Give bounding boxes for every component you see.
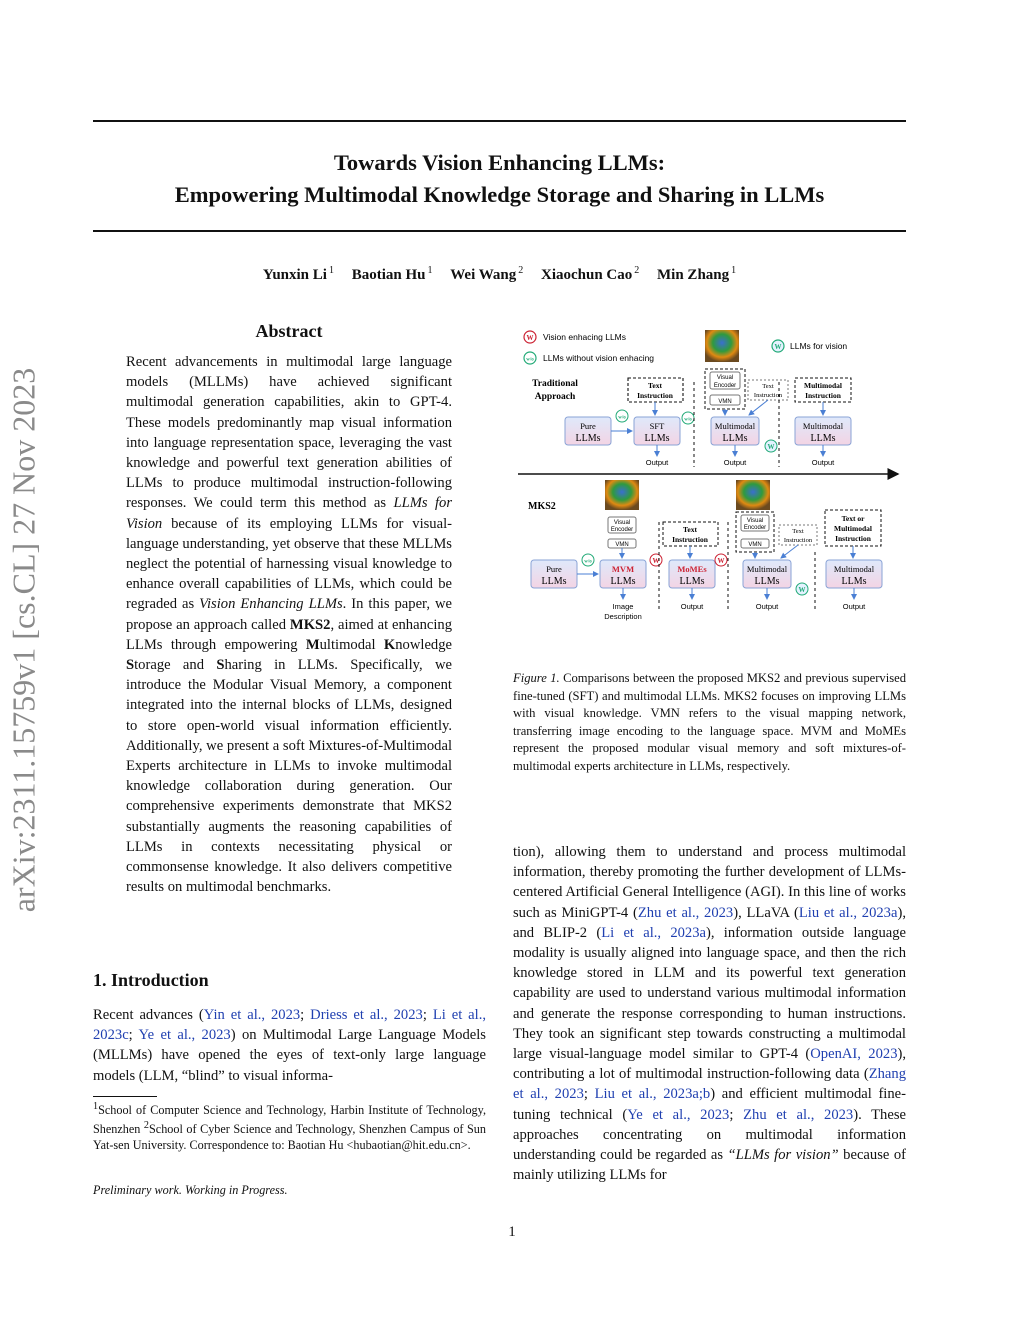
citation-link[interactable]: Ye et al., 2023	[627, 1106, 730, 1123]
svg-text:Multimodal: Multimodal	[714, 421, 756, 431]
svg-text:LLMs: LLMs	[810, 433, 836, 444]
legend-llms-for-vision	[772, 340, 847, 352]
svg-text:LLMs: LLMs	[679, 576, 705, 587]
svg-text:Text: Text	[683, 525, 697, 534]
svg-text:Vision enhacing LLMs: Vision enhacing LLMs	[543, 332, 627, 342]
label-traditional: Traditional	[532, 379, 578, 389]
svg-text:Multimodal: Multimodal	[746, 564, 788, 574]
badge-w	[765, 440, 777, 452]
title-line-2: Empowering Multimodal Knowledge Storage and Sharing in LLMs	[174, 182, 825, 207]
svg-text:Encoder: Encoder	[743, 525, 767, 531]
author: Xiaochun Cao $^2$	[540, 265, 640, 283]
svg-text:Text: Text	[792, 528, 804, 535]
parrot-image-icon	[705, 330, 739, 362]
output-label: Output	[723, 458, 747, 467]
pure-llms-box	[565, 417, 611, 445]
svg-text:LLMs: LLMs	[541, 576, 567, 587]
svg-text:Multimodal: Multimodal	[802, 421, 844, 431]
output-label: Output	[755, 602, 779, 611]
svg-text:w/o: w/o	[584, 559, 592, 565]
legend-without-vision	[524, 352, 654, 364]
mvm-llms-box	[600, 560, 646, 588]
affiliation-footnote: $^1$School of Computer Science and Technology, Harbin Institute of Technology, Shenzhen $^2$School of Cyber Science and Technology, Shenzhen Campus of Sun Yat-sen University. Correspondence to: Baotian Hu <hubaotian@hit.edu.cn>.	[93, 1101, 486, 1153]
text-instruction-box-2	[779, 525, 817, 545]
citation-link[interactable]: Zhu et al., 2023	[637, 904, 734, 921]
figure-caption: Figure 1. Comparisons between the proposed MKS2 and previous supervised fine-tuned (SFT) and multimodal LLMs. MKS2 focuses on improving LLMs with visual knowledge. VMN refers to the visual mapping network, transferring image encoding to the language space. MVM and MoMEs represent the proposed modular visual memory and soft mixtures-of-multimodal experts architecture in LLMs, respectively.	[513, 671, 906, 773]
multimodal-llms-box	[711, 417, 759, 445]
visual-encoder-block	[608, 517, 636, 548]
svg-text:Visual: Visual	[613, 520, 631, 526]
multimodal-instruction-box	[825, 510, 881, 546]
parrot-image-icon	[605, 480, 639, 510]
svg-text:Text: Text	[762, 383, 774, 390]
citation-link[interactable]: Li et al., 2023c	[93, 1007, 487, 1044]
svg-text:Visual: Visual	[746, 518, 764, 524]
svg-text:Instruction: Instruction	[835, 534, 871, 543]
text-instruction-box	[663, 522, 718, 546]
page-number: 1	[508, 1224, 516, 1240]
label-mks2: MKS2	[528, 501, 556, 512]
title-line-1: Towards Vision Enhancing LLMs:	[333, 150, 666, 175]
svg-text:W: W	[526, 334, 534, 342]
sft-llms-box	[634, 417, 680, 445]
svg-text:W: W	[767, 443, 775, 451]
legend-vision-enhancing	[524, 331, 626, 343]
svg-text:LLMs: LLMs	[644, 433, 670, 444]
top-rule	[93, 120, 906, 122]
svg-text:Multimodal: Multimodal	[833, 564, 875, 574]
output-label: Output	[645, 458, 669, 467]
badge-w	[796, 583, 808, 595]
svg-text:w/o: w/o	[684, 417, 692, 423]
svg-text:VMN: VMN	[718, 399, 732, 405]
citation-link[interactable]: Zhu et al., 2023	[743, 1106, 854, 1123]
svg-text:Text: Text	[648, 381, 662, 390]
svg-text:w/o: w/o	[526, 357, 534, 363]
multimodal-instruction-box	[795, 378, 851, 402]
svg-text:Multimodal: Multimodal	[804, 381, 842, 390]
svg-text:w/o: w/o	[618, 415, 626, 421]
visual-encoder-block	[705, 369, 745, 409]
figure-1-diagram	[513, 322, 906, 627]
footnote-rule	[93, 1096, 157, 1097]
svg-text:LLMs: LLMs	[575, 433, 601, 444]
svg-text:MVM: MVM	[611, 564, 635, 574]
author: Baotian Hu $^1$	[351, 265, 433, 283]
svg-text:Instruction: Instruction	[637, 391, 673, 400]
svg-text:Multimodal: Multimodal	[834, 524, 872, 533]
pure-llms-box	[531, 560, 577, 588]
svg-text:SFT: SFT	[649, 421, 665, 431]
svg-text:W: W	[652, 557, 660, 565]
author-list	[93, 265, 906, 284]
citation-link[interactable]: Yin et al., 2023	[203, 1007, 301, 1023]
title-bottom-rule	[93, 230, 906, 232]
momes-llms-box	[669, 560, 715, 588]
svg-text:LLMs: LLMs	[610, 576, 636, 587]
introduction-body: Recent advances (Yin et al., 2023; Driess et al., 2023; Li et al., 2023c; Ye et al., 2023) on Multimodal Large Language Models (MLLMs) have opened the eyes of text-only large language models (LLM, “blind” to visual informa-	[93, 1007, 487, 1084]
svg-text:Instruction: Instruction	[783, 537, 813, 544]
abstract-heading: Abstract	[255, 321, 323, 341]
svg-text:W: W	[774, 343, 782, 351]
svg-text:LLMs: LLMs	[722, 433, 748, 444]
badge-wo	[616, 410, 628, 422]
image-label: Image	[612, 602, 634, 611]
badge-w	[715, 554, 727, 566]
parrot-image-icon	[736, 480, 770, 510]
citation-link[interactable]: Liu et al., 2023a;b	[594, 1086, 711, 1103]
citation-link[interactable]: Li et al., 2023a	[601, 924, 706, 941]
badge-wo	[582, 554, 594, 566]
visual-encoder-block	[736, 512, 774, 552]
citation-link[interactable]: Zhang et al., 2023	[513, 1066, 906, 1103]
svg-text:Instruction: Instruction	[753, 392, 783, 399]
svg-text:Instruction: Instruction	[805, 391, 841, 400]
preliminary-note: Preliminary work. Working in Progress.	[93, 1183, 288, 1197]
paper-title	[93, 147, 906, 211]
svg-text:Text or: Text or	[841, 514, 865, 523]
output-label: Output	[842, 602, 866, 611]
svg-text:W: W	[798, 586, 806, 594]
abstract-body: Recent advancements in multimodal large language models (MLLMs) have achieved significant multimodal generation capabilities, akin to GPT-4. These models predominantly map visual information into language representation space, leveraging the vast knowledge and powerful text generation abilities of LLMs to produce multimodal instruction-following responses. We could term this method as LLMs for Vision because of its employing LLMs for visual-language understanding, yet observe that these MLLMs neglect the potential of harnessing visual knowledge to enhance overall capabilities of LLMs, which could be regraded as Vision Enhancing LLMs. In this paper, we propose an approach called MKS2, aimed at enhancing LLMs through empowering Multimodal Knowledge Storage and Sharing in LLMs. Specifically, we introduce the Modular Visual Memory, a component integrated into the internal blocks of LLMs, designed to store open-world visual information efficiently. Additionally, we present a soft Mixtures-of-Multimodal Experts architecture in LLMs to invoke multimodal knowledge collaboration during generation. Our comprehensive experiments demonstrate that MKS2 substantially augments the reasoning capabilities of LLMs in contexts necessitating physical or commonsense knowledge. It also delivers competitive results on multimodal benchmarks.	[126, 354, 453, 896]
text-instruction-box-2	[748, 380, 788, 400]
introduction-body-continued: tion), allowing them to understand and process multimodal information, thereby promoting the further development of LLMs-centered Artificial General Intelligence (AGI). In this line of works such as MiniGPT-4 (Zhu et al., 2023), LLaVA (Liu et al., 2023a), and BLIP-2 (Li et al., 2023a), information outside language modality is usually aligned into language space, and then the rich knowledge stored in LLM and its powerful text generation capability are used to understand various multimodal information and generate the response corresponding to human instructions. They took an significant step towards constructing a multimodal large visual-language model similar to GPT-4 (OpenAI, 2023), contributing a lot of multimodal instruction-following data (Zhang et al., 2023; Liu et al., 2023a;b) and efficient multimodal fine-tuning technical (Ye et al., 2023; Zhu et al., 2023). These approaches concentrating on multimodal information understanding could be regarded as “LLMs for vision” because of mainly utilizing LLMs for	[513, 844, 907, 1184]
svg-text:Encoder: Encoder	[713, 383, 737, 389]
citation-link[interactable]: OpenAI, 2023	[810, 1046, 898, 1063]
svg-text:VMN: VMN	[748, 542, 762, 548]
multimodal-llms-box-2	[826, 560, 882, 588]
svg-text:Visual: Visual	[716, 375, 734, 381]
section-heading-introduction: 1. Introduction	[93, 970, 209, 990]
svg-text:W: W	[717, 557, 725, 565]
output-label: Output	[811, 458, 835, 467]
svg-text:Instruction: Instruction	[672, 535, 708, 544]
description-label: Description	[604, 612, 642, 621]
citation-link[interactable]: Liu et al., 2023a	[798, 904, 898, 921]
badge-wo	[682, 412, 694, 424]
svg-text:LLMs for vision: LLMs for vision	[790, 341, 848, 351]
text-instruction-box	[628, 378, 683, 402]
author: Yunxin Li $^1$	[262, 265, 334, 283]
svg-text:VMN: VMN	[615, 542, 629, 548]
badge-w	[650, 554, 662, 566]
svg-text:Encoder: Encoder	[610, 527, 634, 533]
author: Wei Wang $^2$	[450, 265, 524, 283]
svg-text:LLMs: LLMs	[841, 576, 867, 587]
label-approach: Approach	[534, 392, 576, 402]
svg-text:LLMs: LLMs	[754, 576, 780, 587]
multimodal-llms-box	[743, 560, 791, 588]
svg-text:Pure: Pure	[580, 421, 596, 431]
multimodal-llms-box-2	[795, 417, 851, 445]
citation-link[interactable]: Ye et al., 2023	[138, 1027, 231, 1044]
citation-link[interactable]: Driess et al., 2023	[310, 1007, 423, 1023]
arxiv-identifier: arXiv:2311.15759v1 [cs.CL] 27 Nov 2023	[5, 367, 42, 913]
svg-text:LLMs without vision enhacing: LLMs without vision enhacing	[543, 353, 655, 363]
svg-text:Pure: Pure	[546, 564, 562, 574]
author: Min Zhang $^1$	[657, 265, 737, 283]
svg-text:MoMEs: MoMEs	[677, 564, 707, 574]
output-label: Output	[680, 602, 704, 611]
